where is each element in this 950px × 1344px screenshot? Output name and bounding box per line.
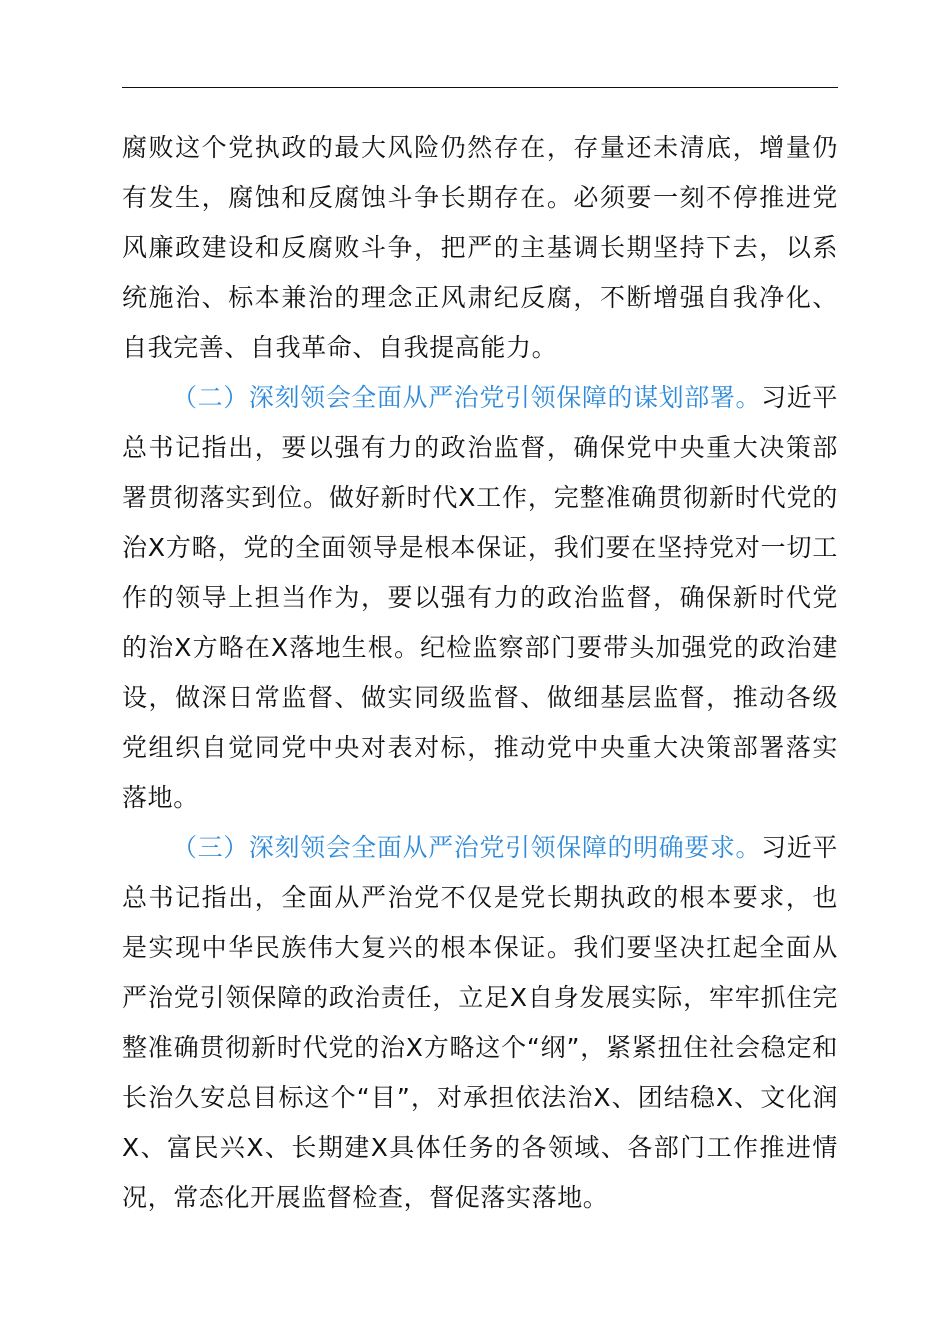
header-rule [122,87,838,88]
section-heading-2: （二）深刻领会全面从严治党引领保障的谋划部署。 [172,383,762,412]
paragraph-1 [122,123,838,373]
paragraph-2-text: 习近平总书记指出，要以强有力的政治监督，确保党中央重大决策部署贯彻落实到位。做好新时代X工作，完整准确贯彻新时代党的治X方略，党的全面领导是根本保证，我们要在坚持党对一切工作的领导上担当作为，要以强有力的政治监督，确保新时代党的治X方略在X落地生根。纪检监察部门要带头加强党的政治建设，做深日常监督、做实同级监督、做细基层监督，推动各级党组织自觉同党中央对表对标，推动党中央重大决策部署落实落地。 [122,383,838,812]
paragraph-2 [122,373,838,823]
document-body [122,123,838,1223]
paragraph-3-text: 习近平总书记指出，全面从严治党不仅是党长期执政的根本要求，也是实现中华民族伟大复兴的根本保证。我们要坚决扛起全面从严治党引领保障的政治责任，立足X自身发展实际，牢牢抓住完整准确贯彻新时代党的治X方略这个“纲”，紧紧扭住社会稳定和长治久安总目标这个“目”，对承担依法治X、团结稳X、文化润X、富民兴X、长期建X具体任务的各领域、各部门工作推进情况，常态化开展监督检查，督促落实落地。 [122,833,838,1212]
paragraph-1-text: 腐败这个党执政的最大风险仍然存在，存量还未清底，增量仍有发生，腐蚀和反腐蚀斗争长期存在。必须要一刻不停推进党风廉政建设和反腐败斗争，把严的主基调长期坚持下去，以系统施治、标本兼治的理念正风肃纪反腐，不断增强自我净化、自我完善、自我革命、自我提高能力。 [122,133,838,362]
section-heading-3: （三）深刻领会全面从严治党引领保障的明确要求。 [172,833,762,862]
paragraph-3 [122,823,838,1223]
